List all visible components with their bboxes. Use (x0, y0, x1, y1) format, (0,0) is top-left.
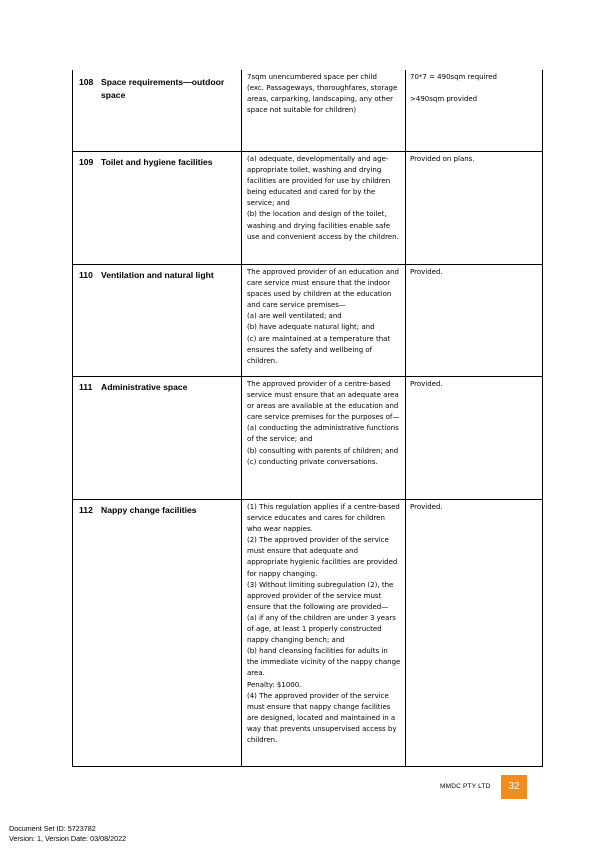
response-cell (406, 70, 542, 151)
regulation-name: Toilet and hygiene facilities (101, 157, 213, 167)
table-row (73, 151, 542, 264)
regulation-name: Space requirements—outdoor space (101, 77, 225, 100)
regulation-title (79, 504, 237, 517)
regulation-title-cell (73, 500, 242, 766)
response-cell (406, 377, 542, 499)
regulation-title (79, 156, 237, 169)
regulation-name: Administrative space (101, 382, 188, 392)
footer-company-name: MMDC PTY LTD (440, 783, 491, 790)
requirement-cell (242, 500, 406, 766)
regulation-name: Ventilation and natural light (101, 270, 214, 280)
table-row (73, 70, 542, 151)
regulation-title-cell (73, 377, 242, 499)
requirement-text: (1) This regulation applies if a centre-based service educates and cares for children who wear nappies. (2) The approved provider of the service must ensure that adequate and appropriate hygienic facilities are provided for nappy changing. (3) Without limiting subregulation (2), the approved provider of the service must ensure that the following are provided— (a) if any of the children are under 3 years of age, at least 1 properly constructed nappy changing bench; and (b) hand cleansing facilities for adults in the immediate vicinity of the nappy change area. Penalty: $1000. (4) The approved provider of the service must ensure that nappy change facilities are designed, located and maintained in a way that prevents unsupervised access by children. (247, 503, 401, 744)
table-row (73, 499, 542, 766)
response-text: Provided on plans. (410, 155, 475, 163)
regulation-number: 109 (79, 157, 94, 167)
regulation-title (79, 269, 237, 282)
response-cell (406, 152, 542, 264)
requirement-cell (242, 70, 406, 151)
document-metadata (9, 824, 126, 844)
requirement-cell (242, 152, 406, 264)
table-row (73, 376, 542, 499)
response-cell (406, 500, 542, 766)
requirement-text: The approved provider of an education and care service must ensure that the indoor spaces used by children at the education and care service premises— (a) are well ventilated; and (b) have adequate natural light; and (c) are maintained at a temperature that ensures the safety and wellbeing of children. (247, 268, 399, 365)
regulation-title-cell (73, 152, 242, 264)
regulation-number: 112 (79, 505, 93, 515)
response-text: Provided. (410, 380, 443, 388)
regulation-table (72, 70, 543, 767)
response-cell (406, 265, 542, 376)
requirement-text: The approved provider of a centre-based service must ensure that an adequate area or areas are available at the education and care service premises for the purposes of— (a) conducting the administrative functions of the service; and (b) consulting with parents of children; and (c) conducting private conversations. (247, 380, 400, 466)
response-text: 70*7 = 490sqm required >490sqm provided (410, 73, 498, 104)
regulation-number: 110 (79, 270, 93, 280)
regulation-name: Nappy change facilities (101, 505, 197, 515)
regulation-title-cell (73, 70, 242, 151)
requirement-cell (242, 377, 406, 499)
response-text: Provided. (410, 268, 443, 276)
page-number-badge: 32 (501, 775, 527, 799)
requirement-text: (a) adequate, developmentally and age-appropriate toilet, washing and drying facilities are provided for use by children being educated and cared for by the service; and (b) the location and design of the toilet, washing and drying facilities enable safe use and convenient access by the children. (247, 155, 399, 241)
document-set-id: Document Set ID: 5723782 (9, 824, 96, 833)
regulation-title (79, 381, 237, 394)
document-version: Version: 1, Version Date: 03/08/2022 (9, 834, 127, 843)
regulation-number: 111 (79, 382, 93, 392)
response-text: Provided. (410, 503, 443, 511)
table-row (73, 264, 542, 376)
requirement-text: 7sqm unencumbered space per child (exc. Passageways, thoroughfares, storage areas, carparking, landscaping, any other space not suitable for children) (247, 73, 398, 115)
regulation-number: 108 (79, 77, 94, 87)
regulation-title (79, 76, 237, 102)
requirement-cell (242, 265, 406, 376)
regulation-title-cell (73, 265, 242, 376)
